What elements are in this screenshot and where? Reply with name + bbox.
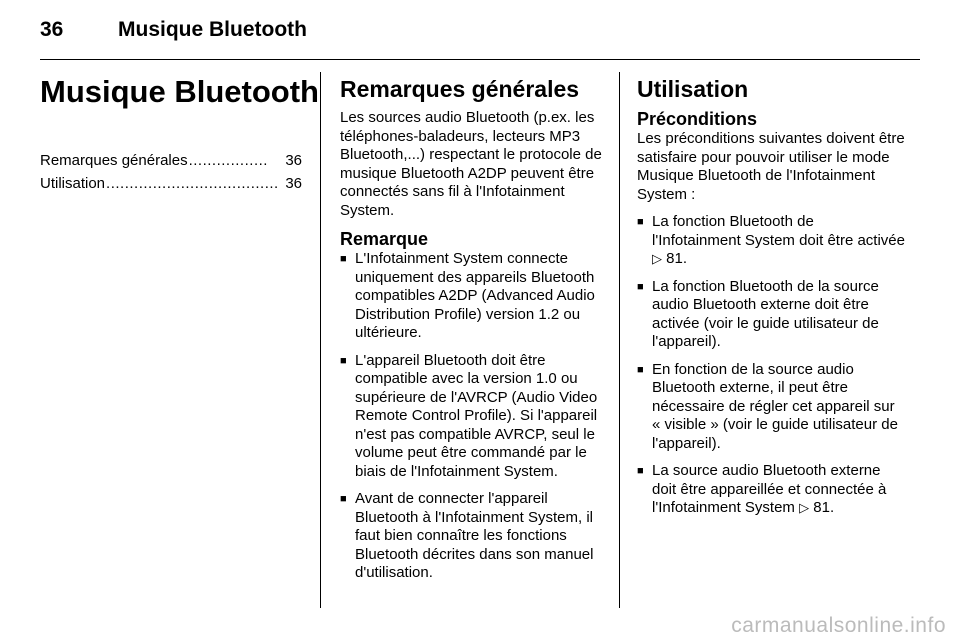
remark-list xyxy=(340,250,602,583)
page-header xyxy=(40,18,920,48)
page-reference[interactable]: 81. xyxy=(666,250,688,267)
table-of-contents xyxy=(40,149,302,195)
bullet-square-icon: ■ xyxy=(637,280,644,293)
column-divider-2 xyxy=(619,72,620,608)
page-reference[interactable]: 81. xyxy=(813,499,835,516)
intro-paragraph: Les sources audio Bluetooth (p.ex. les téléphones-baladeurs, lecteurs MP3 Bluetooth,...) respectant le protocole de musique Bluetooth A2DP peuvent être connectés sans fil à l'Infotainment System. xyxy=(340,109,602,219)
list-item: ■ En fonction de la source audio Bluetooth externe, il peut être nécessaire de régler cet appareil sur « visible » (voir le guide utilisateur de l'appareil). xyxy=(637,360,898,452)
bullet-square-icon: ■ xyxy=(340,253,347,265)
bullet-square-icon: ■ xyxy=(340,354,347,367)
toc-entry-utilisation[interactable] xyxy=(40,172,302,195)
header-rule xyxy=(40,59,920,60)
bullet-square-icon: ■ xyxy=(637,363,644,376)
column-utilisation xyxy=(637,75,905,527)
list-item: ■ L'appareil Bluetooth doit être compatible avec la version 1.0 ou supérieure de l'AVRCP (Audio Video Remote Control Profile). Si l'appareil n'est pas compatible AVRCP, seul le volume peut être commandé par le biais de l'Infotainment System. xyxy=(340,351,598,480)
toc-page: 36 xyxy=(285,175,302,192)
list-item: ■ La fonction Bluetooth de l'Infotainment System doit être activée ▷ 81. xyxy=(637,213,905,267)
chapter-title: Musique Bluetooth xyxy=(40,74,319,109)
running-title: Musique Bluetooth xyxy=(118,18,307,41)
toc-page: 36 xyxy=(285,152,302,169)
toc-label: Remarques générales xyxy=(40,152,188,169)
list-item: ■ La fonction Bluetooth de la source audio Bluetooth externe doit être activée (voir le guide utilisateur de l'appareil). xyxy=(637,277,879,350)
page-reference-icon: ▷ xyxy=(652,251,662,266)
column-divider-1 xyxy=(320,72,321,608)
section-heading: Utilisation xyxy=(637,76,749,102)
list-item: ■ Avant de connecter l'appareil Bluetooth à l'Infotainment System, il faut bien connaître les fonctions Bluetooth décrites dans son manuel d'utilisation. xyxy=(340,490,594,581)
bullet-square-icon: ■ xyxy=(637,465,644,477)
toc-entry-remarques[interactable] xyxy=(40,149,302,172)
bullet-square-icon: ■ xyxy=(637,216,644,228)
page-reference-icon: ▷ xyxy=(799,500,810,515)
section-heading: Remarques générales xyxy=(340,76,580,102)
bullet-square-icon: ■ xyxy=(340,493,347,505)
toc-label: Utilisation xyxy=(40,175,106,192)
intro-paragraph: Les préconditions suivantes doivent être satisfaire pour pouvoir utiliser le mode Musique Bluetooth de l'Infotainment System : xyxy=(637,130,905,203)
list-item: ■ L'Infotainment System connecte uniquement des appareils Bluetooth compatibles A2DP (Advanced Audio Distribution Profile) version 1.2 ou ultérieure. xyxy=(340,250,595,341)
toc-leader-dots: ..................................... xyxy=(106,175,279,192)
toc-leader-dots: ................. xyxy=(188,152,268,169)
column-toc xyxy=(40,74,319,195)
list-item: ■ La source audio Bluetooth externe doit être appareillée et connectée à l'Infotainment System ▷ 81. xyxy=(637,462,887,516)
subsection-heading: Préconditions xyxy=(637,109,758,129)
precondition-list xyxy=(637,213,905,518)
watermark: carmanualsonline.info xyxy=(731,614,946,637)
remark-heading: Remarque xyxy=(340,229,429,249)
column-general-remarks xyxy=(340,75,602,592)
page-number: 36 xyxy=(40,18,64,41)
